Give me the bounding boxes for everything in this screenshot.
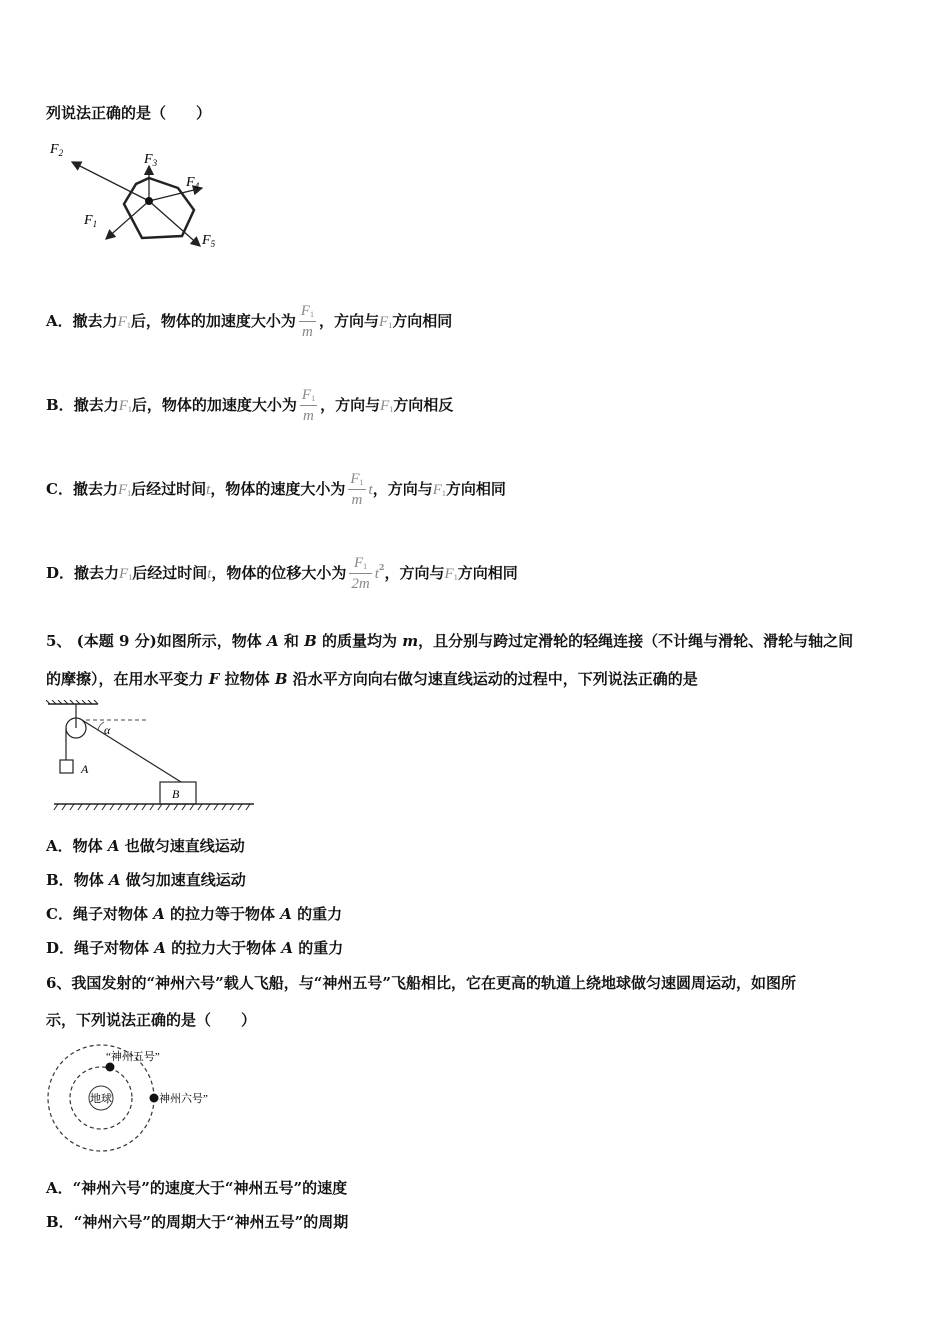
q6-stem-line1: 6、我国发射的“神州六号”载人飞船，与“神州五号”飞船相比，它在更高的轨道上绕地球做匀速圆周运动，如图所: [46, 974, 796, 992]
label-shenzhou5: “神州五号”: [106, 1051, 160, 1063]
q4-force-diagram: [44, 138, 244, 258]
center-point: [145, 197, 153, 205]
q5-pulley-diagram: [46, 700, 261, 815]
q5-option-b: B．物体 A 做匀加速直线运动: [46, 871, 246, 889]
q6-option-a: A．“神州六号”的速度大于“神州五号”的速度: [46, 1179, 348, 1197]
heptagon-object: [124, 178, 194, 238]
label-f2: $F_2$: [50, 142, 64, 158]
q5-option-d: D．绳子对物体 A 的拉力大于物体 A 的重力: [46, 939, 344, 957]
q4-option-a: A．撤去力$F_1$后，物体的加速度大小为 $\frac{F_1}{m}$ ，方向与$F_1$方向相同: [46, 303, 453, 340]
q6-orbit-diagram: [44, 1042, 234, 1157]
f2-arrow: [72, 162, 149, 201]
label-f1: $F_1$: [84, 213, 98, 229]
f1-arrow: [106, 201, 149, 239]
label-f5: $F_5$: [202, 233, 216, 249]
label-b: B: [172, 787, 180, 801]
shenzhou5-dot: [106, 1063, 115, 1072]
block-a: [60, 760, 73, 773]
label-shenzhou6: 神州六号”: [159, 1093, 208, 1105]
rope-slant: [82, 720, 181, 782]
label-f3: $F_3$: [144, 152, 158, 168]
q5-stem-line2: 的摩擦），在用水平变力 F 拉物体 B 沿水平方向向右做匀速直线运动的过程中，下列说法正确的是: [46, 670, 698, 688]
q4-option-c: C．撤去力$F_1$后经过时间t，物体的速度大小为 $\frac{F_1}{m}$ t，方向与$F_1$方向相同: [46, 471, 506, 508]
q4-intro: 列说法正确的是（ ）: [46, 104, 212, 122]
label-f4: $F_4$: [186, 175, 200, 191]
label-alpha: α: [104, 723, 111, 737]
q5-option-c: C．绳子对物体 A 的拉力等于物体 A 的重力: [46, 905, 343, 923]
shenzhou6-dot: [150, 1094, 159, 1103]
q5-stem-line1: 5、 (本题 9 分)如图所示，物体 A 和 B 的质量均为 m，且分别与跨过定滑轮的轻绳连接（不计绳与滑轮、滑轮与轴之间: [46, 632, 854, 650]
label-a: A: [81, 762, 89, 776]
q4-option-b: B．撤去力$F_1$后，物体的加速度大小为 $\frac{F_1}{m}$ ，方向与$F_1$方向相反: [46, 387, 454, 424]
q4-option-d: D．撤去力$F_1$后经过时间t，物体的位移大小为 $\frac{F_1}{2m}$ $t^2$，方向与$F_1$方向相同: [46, 555, 518, 592]
q6-stem-line2: 示，下列说法正确的是（ ）: [46, 1011, 257, 1029]
label-earth: 地球: [90, 1093, 112, 1105]
q6-option-b: B．“神州六号”的周期大于“神州五号”的周期: [46, 1213, 349, 1231]
q5-option-a: A．物体 A 也做匀速直线运动: [46, 837, 245, 855]
